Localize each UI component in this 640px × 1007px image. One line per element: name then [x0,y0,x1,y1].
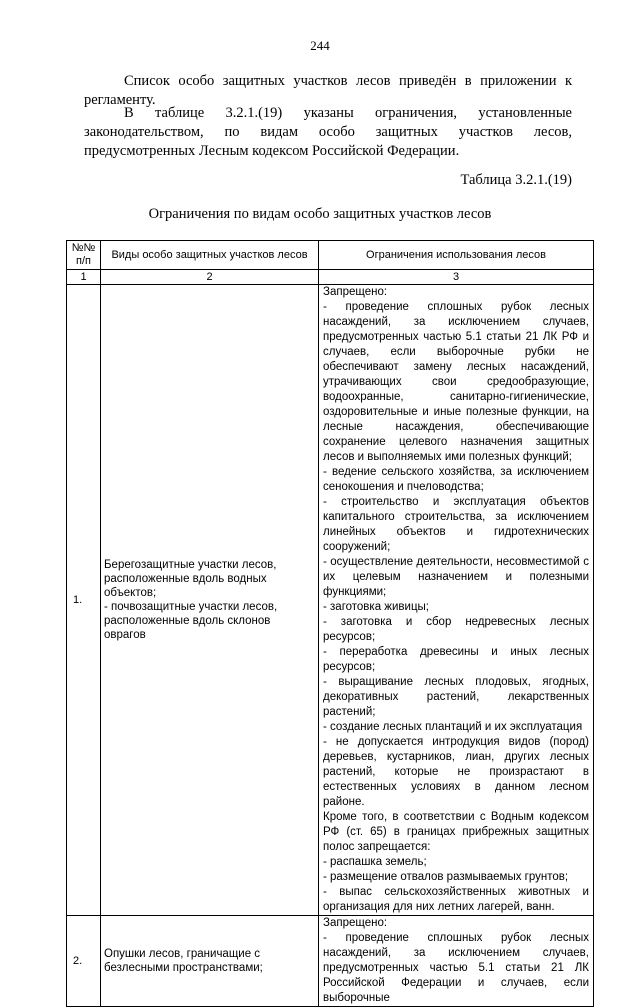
column-number: 3 [319,270,594,285]
restriction-item: Кроме того, в соответствии с Водным кодексом РФ (ст. 65) в границах прибрежных защитных полос запрещается: [323,811,589,853]
table-header-row [67,241,594,270]
intro-paragraph-1: Список особо защитных участков лесов приведён в приложении к регламенту. [84,73,572,108]
restriction-item: Запрещено: [323,286,388,298]
restriction-item: - строительство и эксплуатация объектов капитального строительства, за исключением линейных объектов и гидротехнических сооружений; [323,496,589,553]
page-number: 244 [310,38,330,53]
header-restrictions: Ограничения использования лесов [319,241,594,270]
table-row [67,916,594,1007]
type-item: - почвозащитные участки лесов, расположенные вдоль склонов оврагов [104,601,278,641]
row-restrictions [319,916,594,1007]
row-restrictions [319,285,594,916]
table-row [67,285,594,916]
table-title: Ограничения по видам особо защитных участков лесов [148,206,492,222]
type-item: Берегозащитные участки лесов, расположенные вдоль водных объектов; [104,559,277,599]
restriction-item: - выращивание лесных плодовых, ягодных, декоративных растений, лекарственных растений; [323,676,589,718]
restriction-item: - проведение сплошных рубок лесных насаждений, за исключением случаев, предусмотренных частью 5.1 статьи 21 ЛК Российской Федерации и случаев, если выборочные [323,932,589,1004]
intro-paragraph-2: В таблице 3.2.1.(19) указаны ограничения, установленные законодательством, по видам особо защитных участков лесов, предусмотренных Лесным кодексом Российской Федерации. [84,105,572,159]
restriction-item: - проведение сплошных рубок лесных насаждений, за исключением случаев, предусмотренных частью 5.1 статьи 21 ЛК РФ и случаев, если выборочные рубки не обеспечивают замену лесных насаждений, утрачивающих свои средообразующие, водоохранные, санитарно-гигиенические, оздоровительные и иные полезные функции, на лесные насаждения, обеспечивающие сохранение целевого назначения защитных лесов и выполняемых ими полезных функций; [323,301,589,463]
type-item: Опушки лесов, граничащие с безлесными пространствами; [104,948,263,974]
restriction-item: - создание лесных плантаций и их эксплуатация [323,721,583,733]
row-types [101,285,319,916]
column-number-row [67,270,594,285]
header-num: №№ п/п [67,241,101,270]
table-caption: Таблица 3.2.1.(19) [460,172,572,188]
restriction-item: - переработка древесины и иных лесных ресурсов; [323,646,589,673]
restriction-item: - заготовка и сбор недревесных лесных ресурсов; [323,616,589,643]
restriction-item: - распашка земель; [323,856,427,868]
restriction-item: - осуществление деятельности, несовместимой с их целевым назначением и полезными функциями; [323,556,589,598]
column-number: 1 [67,270,101,285]
restriction-item: - не допускается интродукция видов (пород) деревьев, кустарников, лиан, других лесных растений, которые не произрастают в естественных условиях в данном лесном районе. [323,736,589,808]
restriction-item: - выпас сельскохозяйственных животных и организация для них летних лагерей, ванн. [323,886,589,913]
row-number: 2. [67,916,101,1007]
column-number: 2 [101,270,319,285]
restrictions-table [66,240,594,1007]
restriction-item: - заготовка живицы; [323,601,429,613]
header-types: Виды особо защитных участков лесов [101,241,319,270]
row-number: 1. [67,285,101,916]
restriction-item: - размещение отвалов размываемых грунтов; [323,871,569,883]
row-types [101,916,319,1007]
restriction-item: Запрещено: [323,917,388,929]
restriction-item: - ведение сельского хозяйства, за исключением сенокошения и пчеловодства; [323,466,589,493]
